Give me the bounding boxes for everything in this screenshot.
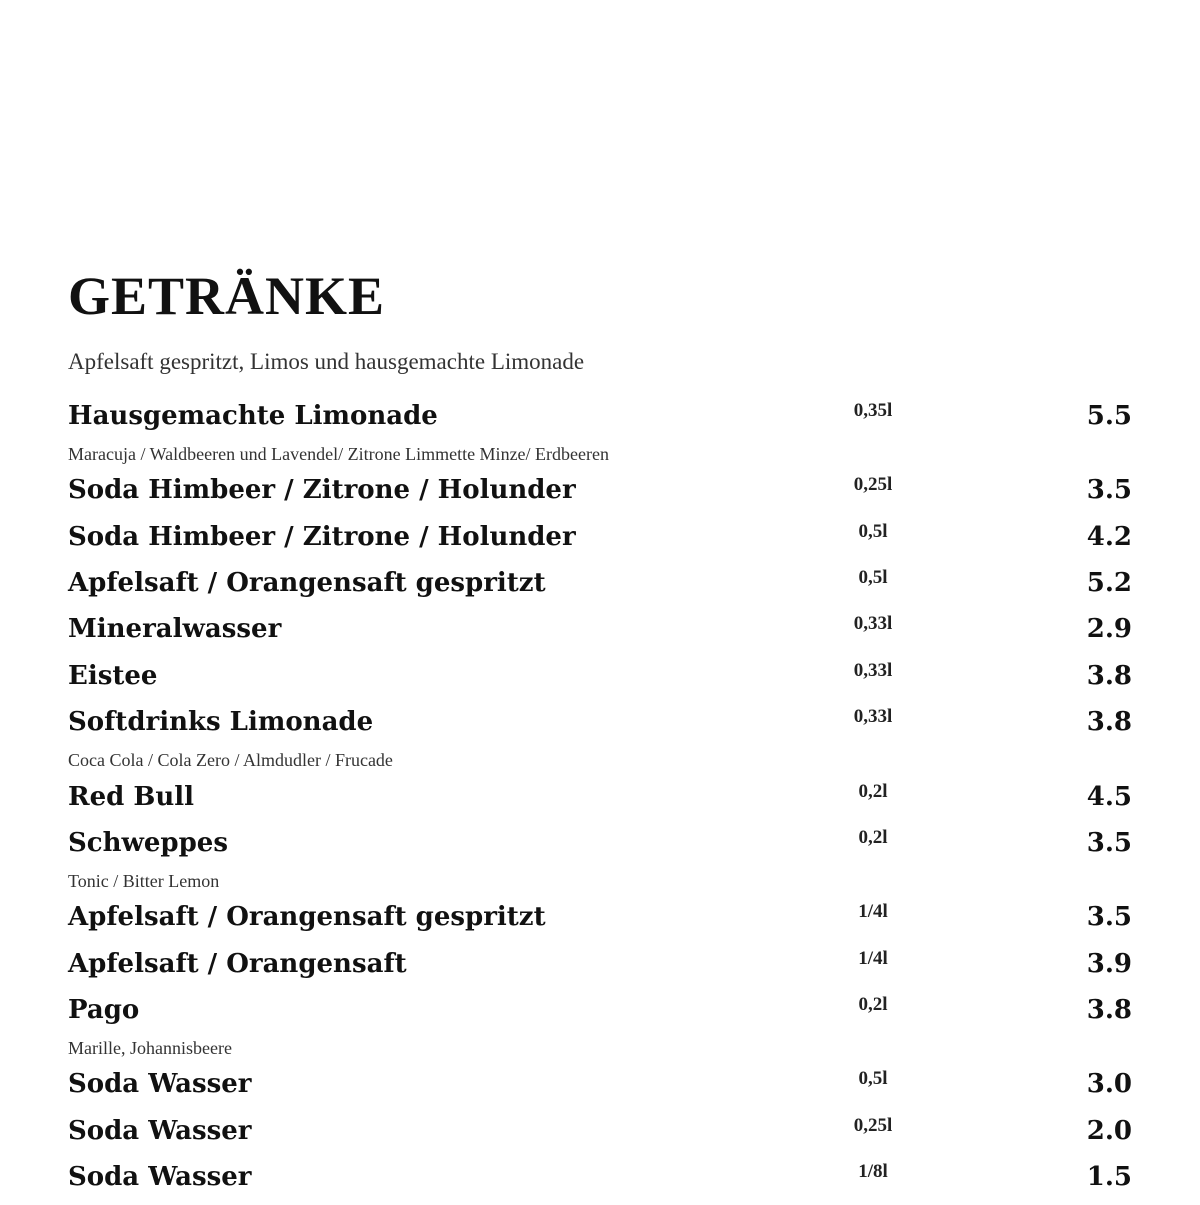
- menu-item: [0, 992, 1200, 1066]
- menu-item-name: Mineralwasser: [68, 614, 282, 645]
- menu-item-volume: 0,5l: [858, 1068, 888, 1090]
- menu-item: [0, 519, 1200, 565]
- menu-item-price: 3.9: [1086, 948, 1132, 979]
- menu-item-volume: 0,2l: [858, 826, 888, 848]
- menu-item-volume: 0,33l: [853, 659, 893, 681]
- menu-item-name: Apfelsaft / Orangensaft gespritzt: [68, 902, 546, 933]
- menu-item: [0, 472, 1200, 518]
- menu-item: [0, 1113, 1200, 1159]
- menu-item-name: Soda Wasser: [68, 1069, 252, 1100]
- menu-item-description: Maracuja / Waldbeeren und Lavendel/ Zitrone Limmette Minze/ Erdbeeren: [68, 444, 609, 464]
- menu-item-price: 1.5: [1086, 1162, 1132, 1193]
- menu-item-name: Hausgemachte Limonade: [68, 401, 438, 431]
- menu-item-description: Marille, Johannisbeere: [68, 1038, 232, 1059]
- menu-item-volume: 1/4l: [858, 901, 888, 923]
- menu-item-name: Eistee: [68, 660, 158, 691]
- menu-item: [0, 899, 1200, 945]
- menu-item-price: 3.8: [1086, 660, 1132, 691]
- menu-item-name: Red Bull: [68, 781, 195, 812]
- menu-item-name: Apfelsaft / Orangensaft gespritzt: [68, 568, 546, 599]
- menu-item: [0, 1159, 1200, 1205]
- menu-item: [0, 565, 1200, 611]
- menu-item-description: Tonic / Bitter Lemon: [68, 870, 220, 891]
- menu-item-volume: 0,25l: [853, 1114, 893, 1136]
- menu-item-price: 5.5: [1086, 401, 1132, 431]
- menu-item-name: Schweppes: [68, 827, 228, 858]
- menu-item-price: 3.5: [1086, 475, 1132, 506]
- menu-item-volume: 0,5l: [858, 567, 888, 589]
- menu-item-price: 5.2: [1086, 568, 1132, 599]
- menu-item-name: Soda Wasser: [68, 1115, 252, 1146]
- menu-item-price: 3.8: [1086, 995, 1132, 1026]
- menu-item-name: Apfelsaft / Orangensaft: [68, 948, 407, 979]
- menu-item: [0, 398, 1200, 472]
- menu-item: [0, 1066, 1200, 1112]
- menu-item: [0, 704, 1200, 778]
- menu-item-name: Softdrinks Limonade: [68, 707, 374, 738]
- menu-item: [0, 825, 1200, 899]
- menu-item-price: 2.0: [1086, 1115, 1132, 1146]
- section-subtitle: Apfelsaft gespritzt, Limos und hausgemachte Limonade: [68, 349, 585, 374]
- menu-item-price: 3.0: [1086, 1069, 1132, 1100]
- menu-item-description: Coca Cola / Cola Zero / Almdudler / Frucade: [68, 750, 393, 771]
- menu-item-volume: 0,5l: [858, 520, 888, 542]
- section-title: GETRÄNKE: [68, 266, 386, 326]
- menu-item-name: Soda Himbeer / Zitrone / Holunder: [68, 475, 576, 506]
- menu-item-volume: 1/4l: [858, 947, 888, 969]
- menu-item-price: 2.9: [1086, 614, 1132, 645]
- menu-list: [0, 398, 1200, 1205]
- menu-item-volume: 0,35l: [853, 400, 893, 421]
- menu-item-price: 3.5: [1086, 827, 1132, 858]
- menu-item-volume: 0,33l: [853, 613, 893, 635]
- menu-item: [0, 658, 1200, 704]
- menu-item-name: Soda Himbeer / Zitrone / Holunder: [68, 521, 576, 552]
- menu-item-volume: 0,2l: [858, 994, 888, 1016]
- menu-item: [0, 946, 1200, 992]
- menu-item-volume: 1/8l: [858, 1161, 888, 1183]
- menu-item-price: 3.5: [1086, 902, 1132, 933]
- menu-item-volume: 0,25l: [853, 474, 893, 496]
- menu-item-volume: 0,2l: [858, 780, 888, 802]
- menu-item: [0, 611, 1200, 657]
- menu-item-name: Soda Wasser: [68, 1162, 252, 1193]
- menu-item-volume: 0,33l: [853, 706, 893, 728]
- menu-item-price: 4.5: [1086, 781, 1132, 812]
- menu-item-price: 3.8: [1086, 707, 1132, 738]
- menu-item: [0, 779, 1200, 825]
- menu-item-name: Pago: [68, 995, 140, 1026]
- menu-item-price: 4.2: [1086, 521, 1132, 552]
